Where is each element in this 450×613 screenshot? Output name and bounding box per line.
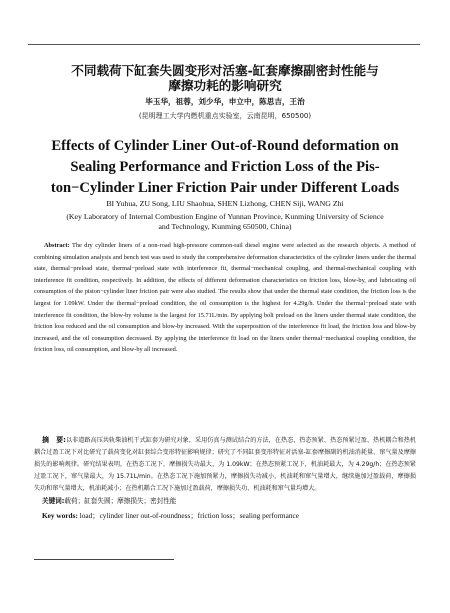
chinese-authors: 毕玉华，祖蓉，刘少华，申立中，陈思吉，王治 bbox=[145, 97, 305, 106]
english-keywords-label: Key words: bbox=[42, 511, 78, 520]
chinese-keywords-label: 关键词: bbox=[42, 497, 65, 505]
english-affiliation: (Key Laboratory of Internal Combustion Engine of Yunnan Province, Kunming University of Science and Technology, Kunming 650500, China) bbox=[66, 212, 384, 231]
chinese-abstract-text: 以非道路高压共轨柴油机干式缸套为研究对象，采用仿真与测试结合的方法，在热态、热态预紧、热态预紧过盈、热机耦合和热机耦合过盈工况下对比研究了载荷变化对缸套综合变形特征影响规律；研究了不同缸套变形特征对活塞-缸套摩擦副的机油消耗量、窜气量及摩擦损失的影响规律。研究结果表明，在热态工况下，摩擦损失功最大，为 1.09kW；在热态预紧工况下，机油耗最大，为 4.29g/h；在热态预紧过盈工况下，窜气量最大，为 15.71L/min。在热态工况下施加预紧力，摩擦损失功减小，机油耗和窜气量增大，继续施加过盈载荷，摩擦损失功和窜气量增大，机油耗减小；在热机耦合工况下施加过盈载荷，摩擦损失功、机油耗和窜气量均增大。 bbox=[34, 437, 416, 492]
abstract-text: The dry cylinder liners of a non-road high-pressure common-rail diesel engine were selected as the research objects. A method of combining simulation analysis and bench test was used to study the comprehensive deformation characteristics of the cylinder liners under the thermal state, thermal−preload state, thermal−preload state with interference fit, thermal−mechanical coupling, and thermal-mechanical coupling with interference fit condition, respectively. In addition, the effects of different deformation characteristics on friction loss, blow-by, and lubricating oil consumption of the piston−cylinder liner friction pair were also studied. The results show that under the thermal state condition, the friction loss is the largest for 1.09kW. Under the thermal−preload condition, the oil consumption is the highest for 4.29g/h. Under the thermal−preload state with interference fit condition, the blow-by volume is the largest for 15.71L/min. By applying bolt preload on the liners under thermal state condition, the friction loss reduced and the oil consumption and blow-by increased. With the superposition of the interference fit load, the friction loss and blow-by increased, and the oil consumption decreased. By applying the interference fit load on the liners under thermal−mechanical coupling condition, the friction loss, oil consumption, and blow-by all increased. bbox=[34, 242, 416, 354]
abstract-label: Abstract: bbox=[44, 242, 70, 249]
chinese-abstract bbox=[34, 434, 416, 495]
english-title-line-1: Effects of Cylinder Liner Out-of-Round deformation on bbox=[51, 138, 399, 154]
chinese-affiliation: (昆明理工大学内燃机重点实验室，云南昆明，650500) bbox=[138, 112, 312, 120]
english-title-line-2: Sealing Performance and Friction Loss of the Pis- bbox=[70, 159, 380, 175]
english-authors: BI Yuhua, ZU Song, LIU Shaohua, SHEN Lizhong, CHEN Siji, WANG Zhi bbox=[106, 199, 344, 208]
english-title bbox=[34, 136, 416, 199]
header-rule bbox=[28, 44, 420, 45]
english-keywords bbox=[42, 511, 416, 521]
english-keywords-text: load；cylinder liner out-of-roundness；friction loss；sealing performance bbox=[79, 511, 299, 520]
chinese-keywords-text: 载荷；缸套失圆；摩擦损失；密封性能 bbox=[64, 497, 177, 505]
chinese-title-line-1: 不同载荷下缸套失圆变形对活塞-缸套摩擦副密封性能与 bbox=[71, 63, 379, 78]
chinese-keywords bbox=[42, 495, 416, 505]
english-title-line-3: ton−Cylinder Liner Friction Pair under Different Loads bbox=[50, 180, 400, 196]
chinese-title-line-2: 摩擦功耗的影响研究 bbox=[168, 78, 282, 93]
footnote-rule bbox=[34, 559, 174, 560]
english-abstract bbox=[34, 240, 416, 356]
chinese-title bbox=[30, 63, 420, 93]
chinese-abstract-label: 摘 要: bbox=[42, 436, 66, 444]
